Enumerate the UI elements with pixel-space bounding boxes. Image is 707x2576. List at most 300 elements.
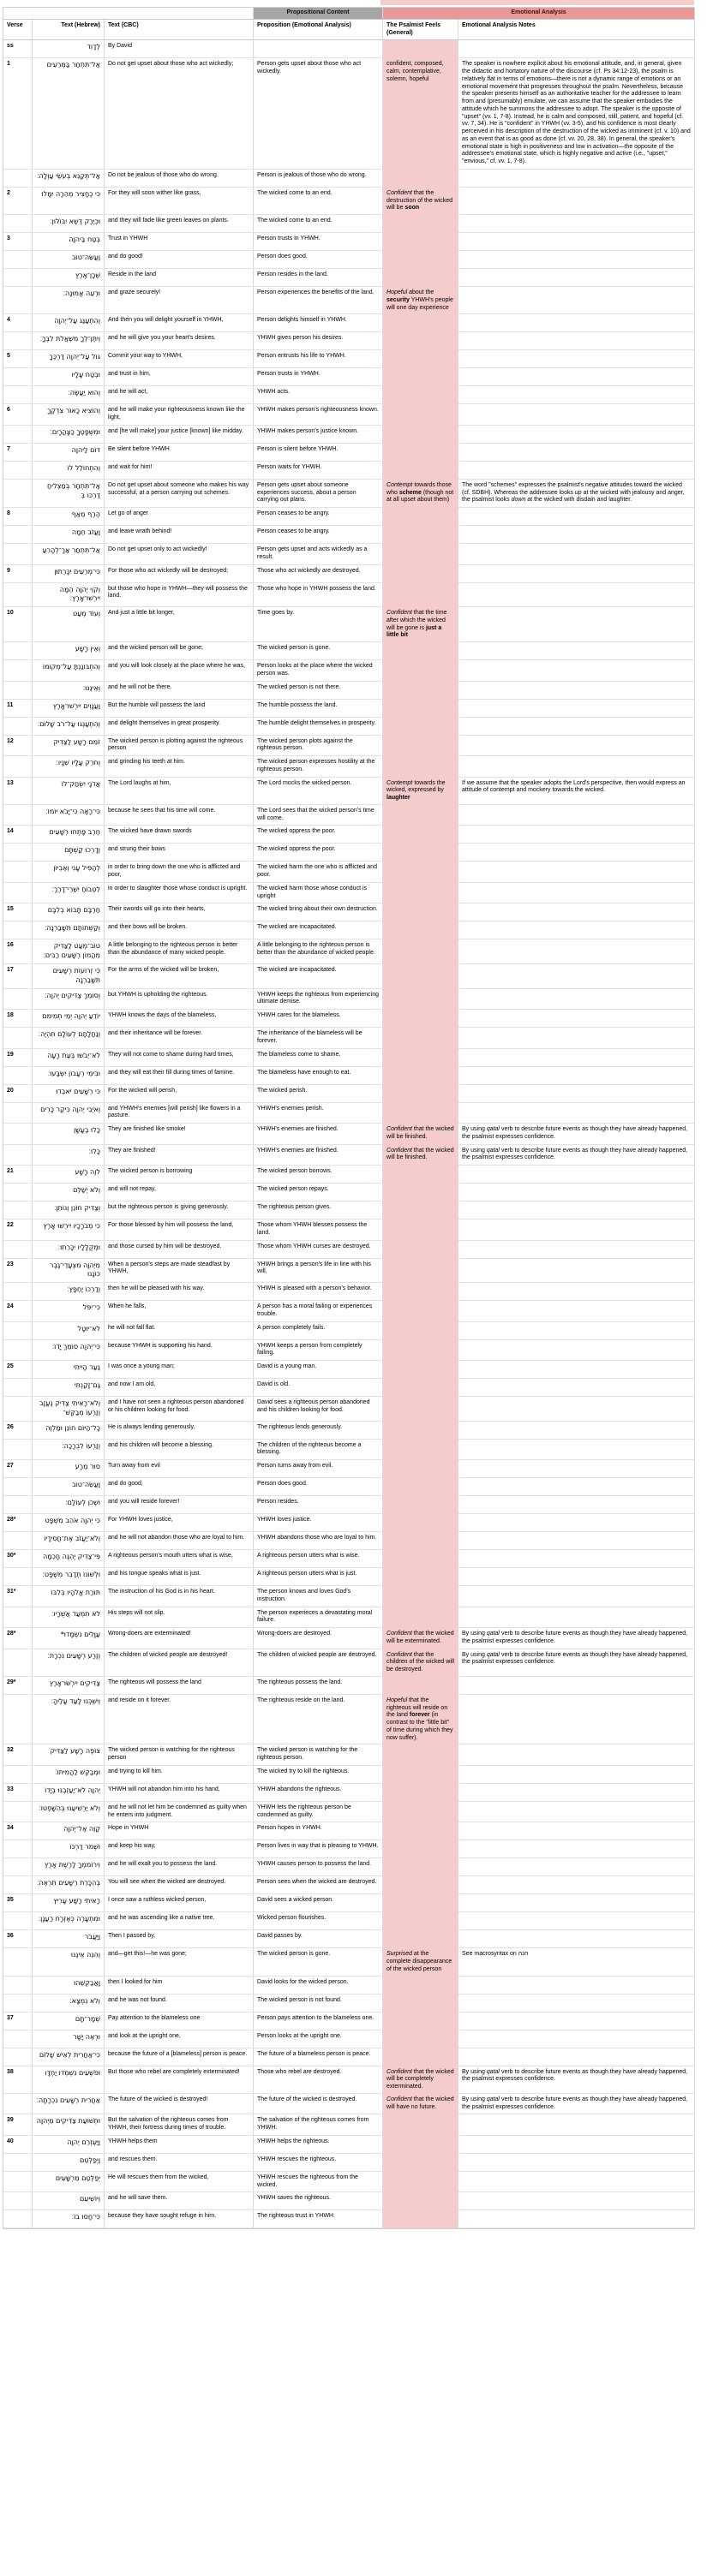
notes-cell[interactable] [458, 1422, 695, 1440]
psalmist-feels-cell[interactable] [383, 1422, 458, 1440]
psalmist-feels-cell[interactable]: Confident that the wicked will have no future. [383, 2094, 458, 2115]
hebrew-text-cell[interactable]: גַּם־זָקַנְתִּי [33, 1379, 105, 1397]
hebrew-text-cell[interactable]: וּמִשְׁפָּטֶךָ כַּצָּהֳרָיִם׃ [33, 426, 105, 444]
psalmist-feels-cell[interactable] [383, 1766, 458, 1784]
cbc-text-cell[interactable]: The future of the wicked is destroyed! [105, 2094, 254, 2115]
verse-cell[interactable] [3, 1977, 33, 1995]
proposition-cell[interactable]: YHWH gives person his desires. [254, 332, 383, 350]
notes-cell[interactable]: If we assume that the speaker adopts the Lord's perspective, then would express an attitude of contempt and mockery towards the wicked. [458, 778, 695, 805]
notes-cell[interactable] [458, 1478, 695, 1496]
hebrew-text-cell[interactable]: אַל־תִּתְחַר בַּמְּרֵעִים [33, 58, 105, 170]
proposition-cell[interactable]: YHWH's enemies are finished. [254, 1124, 383, 1145]
psalmist-feels-cell[interactable] [383, 1930, 458, 1948]
proposition-cell[interactable]: YHWH saves the righteous. [254, 2192, 383, 2210]
psalmist-feels-cell[interactable] [383, 989, 458, 1011]
notes-cell[interactable] [458, 718, 695, 736]
notes-cell[interactable] [458, 1977, 695, 1995]
notes-cell[interactable] [458, 1184, 695, 1202]
verse-cell[interactable] [3, 989, 33, 1011]
proposition-cell[interactable]: YHWH is pleased with a person's behavior. [254, 1283, 383, 1301]
verse-cell[interactable]: 22 [3, 1219, 33, 1241]
psalmist-feels-cell[interactable] [383, 2172, 458, 2193]
cbc-text-cell[interactable]: because they have sought refuge in him. [105, 2210, 254, 2228]
psalmist-feels-cell[interactable] [383, 642, 458, 660]
cbc-text-cell[interactable]: and keep his way, [105, 1840, 254, 1858]
proposition-cell[interactable]: The wicked come to an end. [254, 188, 383, 215]
proposition-cell[interactable]: David looks for the wicked person. [254, 1977, 383, 1995]
verse-cell[interactable] [3, 2154, 33, 2172]
psalmist-feels-cell[interactable] [383, 2192, 458, 2210]
notes-cell[interactable] [458, 170, 695, 188]
notes-cell[interactable] [458, 508, 695, 526]
cbc-text-cell[interactable]: and he will not abandon those who are loyal to him. [105, 1532, 254, 1550]
cbc-text-cell[interactable]: because he sees that his time will come. [105, 805, 254, 826]
hebrew-text-cell[interactable]: כִּי־חָסוּ בוֹ׃ [33, 2210, 105, 2228]
hebrew-text-cell[interactable]: מֵיְהוָה מִצְעֲדֵי־גֶבֶר כּוֹנָנוּ [33, 1259, 105, 1284]
cbc-text-cell[interactable]: and trying to kill him. [105, 1766, 254, 1784]
hebrew-text-cell[interactable]: וְיוֹשִׁיעֵם [33, 2192, 105, 2210]
verse-cell[interactable]: 9 [3, 565, 33, 583]
proposition-cell[interactable]: YHWH helps the righteous. [254, 2136, 383, 2154]
psalmist-feels-cell[interactable] [383, 544, 458, 565]
proposition-cell[interactable]: YHWH loves justice. [254, 1514, 383, 1532]
notes-cell[interactable] [458, 215, 695, 233]
cbc-text-cell[interactable]: YHWH will not abandon him into his hand, [105, 1784, 254, 1802]
verse-cell[interactable] [3, 1103, 33, 1124]
hebrew-text-cell[interactable]: וְסוֹמֵךְ צַדִּיקִים יְהוָה׃ [33, 989, 105, 1011]
verse-cell[interactable]: 31* [3, 1586, 33, 1607]
cbc-text-cell[interactable]: Be silent before YHWH [105, 444, 254, 462]
hebrew-text-cell[interactable]: וַיְפַלְּטֵם [33, 2154, 105, 2172]
proposition-cell[interactable]: David sees a righteous person abandoned and his children looking for food. [254, 1397, 383, 1422]
notes-cell[interactable] [458, 964, 695, 989]
psalmist-feels-cell[interactable] [383, 1397, 458, 1422]
cbc-text-cell[interactable]: but YHWH is upholding the righteous. [105, 989, 254, 1011]
psalmist-feels-cell[interactable] [383, 805, 458, 826]
psalmist-feels-cell[interactable] [383, 1283, 458, 1301]
cbc-text-cell[interactable]: I was once a young man; [105, 1361, 254, 1379]
notes-cell[interactable] [458, 989, 695, 1011]
proposition-cell[interactable]: The righteous trust in YHWH. [254, 2210, 383, 2228]
hebrew-text-cell[interactable]: כִּי־מְרֵעִים יִכָּרֵתוּן [33, 565, 105, 583]
cbc-text-cell[interactable]: but those who hope in YHWH—they will possess the land. [105, 583, 254, 608]
cbc-text-cell[interactable]: and he will save them. [105, 2192, 254, 2210]
psalmist-feels-cell[interactable] [383, 170, 458, 188]
hebrew-text-cell[interactable]: וּשְׁכֹן לְעוֹלָם׃ [33, 1496, 105, 1514]
hebrew-text-cell[interactable]: לִטְבוֹחַ יִשְׁרֵי־דָרֶךְ׃ [33, 883, 105, 904]
hebrew-text-cell[interactable]: יְפַלְּטֵם מֵרְשָׁעִים [33, 2172, 105, 2193]
notes-cell[interactable] [458, 1822, 695, 1840]
notes-cell[interactable] [458, 1930, 695, 1948]
proposition-cell[interactable]: Person is jealous of those who do wrong. [254, 170, 383, 188]
psalmist-feels-cell[interactable] [383, 1995, 458, 2012]
psalmist-feels-cell[interactable]: Contempt towards those who scheme (though not at all upset about them) [383, 480, 458, 508]
hebrew-text-cell[interactable]: יְהוָה לֹא־יַעַזְבֶנּוּ בְיָדוֹ [33, 1784, 105, 1802]
hebrew-text-cell[interactable]: גּוֹל עַל־יְהוָה דַּרְכֶּךָ [33, 350, 105, 368]
cbc-text-cell[interactable]: The children of wicked people are destroyed! [105, 1649, 254, 1677]
proposition-cell[interactable]: YHWH cares for the blameless. [254, 1010, 383, 1028]
psalmist-feels-cell[interactable] [383, 1440, 458, 1461]
hebrew-text-cell[interactable]: וְאֵינֶנּוּ׃ [33, 682, 105, 700]
hebrew-text-cell[interactable]: וְיִתֶּן־לְךָ מִשְׁאֲלֹת לִבֶּךָ׃ [33, 332, 105, 350]
notes-cell[interactable] [458, 1802, 695, 1823]
verse-cell[interactable] [3, 1876, 33, 1894]
proposition-cell[interactable]: YHWH abandons the righteous. [254, 1784, 383, 1802]
proposition-cell[interactable]: The future of a blameless person is peace. [254, 2048, 383, 2066]
proposition-cell[interactable]: Person trusts in YHWH. [254, 233, 383, 251]
proposition-cell[interactable]: David is a young man. [254, 1361, 383, 1379]
cbc-text-cell[interactable]: For the arms of the wicked will be broken, [105, 964, 254, 989]
cbc-text-cell[interactable]: and he will not be there. [105, 682, 254, 700]
proposition-cell[interactable]: Person turns away from evil. [254, 1460, 383, 1478]
notes-cell[interactable] [458, 642, 695, 660]
psalmist-feels-cell[interactable] [383, 2048, 458, 2066]
verse-cell[interactable]: 4 [3, 314, 33, 332]
notes-cell[interactable]: The word "schemes" expresses the psalmist's negative attitudes toward the wicked (cf. SDBH). Whereas the addressee looks up at the wicked with jealousy and anger, the psalmist looks down at the wicked with disdain and laughter. [458, 480, 695, 508]
proposition-cell[interactable]: The humble delight themselves in prosperity. [254, 718, 383, 736]
cbc-text-cell[interactable]: He will rescues them from the wicked, [105, 2172, 254, 2193]
cbc-text-cell[interactable]: Their swords will go into their hearts, [105, 903, 254, 921]
notes-cell[interactable] [458, 1301, 695, 1322]
hebrew-text-cell[interactable]: סוּר מֵרָע [33, 1460, 105, 1478]
hebrew-text-cell[interactable]: לֹא תִמְעַד אֲשֻׁרָיו׃ [33, 1607, 105, 1629]
verse-cell[interactable] [3, 1397, 33, 1422]
verse-cell[interactable] [3, 462, 33, 480]
notes-cell[interactable] [458, 1677, 695, 1695]
hebrew-text-cell[interactable]: טוֹב־מְעַט לַצַּדִּיק מֵהֲמוֹן רְשָׁעִים רַבִּים׃ [33, 939, 105, 964]
proposition-cell[interactable]: YHWH rescues the righteous. [254, 2154, 383, 2172]
verse-cell[interactable] [3, 1766, 33, 1784]
verse-cell[interactable] [3, 1912, 33, 1930]
psalmist-feels-cell[interactable]: Hopeful that the righteous will reside on the land forever (in contrast to the "little bit" of time during which they now suffer). [383, 1695, 458, 1745]
notes-cell[interactable] [458, 1166, 695, 1184]
verse-cell[interactable]: 18 [3, 1010, 33, 1028]
notes-cell[interactable] [458, 2012, 695, 2030]
proposition-cell[interactable]: YHWH rescues the righteous from the wicked. [254, 2172, 383, 2193]
hebrew-text-cell[interactable]: תּוֹרַת אֱלֹהָיו בְּלִבּוֹ [33, 1586, 105, 1607]
psalmist-feels-cell[interactable] [383, 1744, 458, 1766]
proposition-cell[interactable]: The Lord mocks the wicked person. [254, 778, 383, 805]
verse-cell[interactable] [3, 1496, 33, 1514]
proposition-cell[interactable]: The children of the righteous become a blessing. [254, 1440, 383, 1461]
verse-cell[interactable] [3, 1283, 33, 1301]
proposition-cell[interactable]: Person does good. [254, 251, 383, 269]
verse-cell[interactable] [3, 1241, 33, 1259]
cbc-text-cell[interactable]: and you will reside forever! [105, 1496, 254, 1514]
proposition-cell[interactable]: Person sees when the wicked are destroyed. [254, 1876, 383, 1894]
proposition-cell[interactable]: Person delights himself in YHWH. [254, 314, 383, 332]
proposition-cell[interactable]: The humble possess the land. [254, 700, 383, 718]
cbc-text-cell[interactable]: And just a little bit longer, [105, 607, 254, 642]
cbc-text-cell[interactable]: and he will act, [105, 386, 254, 404]
verse-cell[interactable]: 19 [3, 1049, 33, 1067]
hebrew-text-cell[interactable]: וְנַחֲלָתָם לְעוֹלָם תִּהְיֶה׃ [33, 1028, 105, 1049]
psalmist-feels-cell[interactable]: Confident that the wicked will be finished. [383, 1124, 458, 1145]
proposition-cell[interactable]: Time goes by. [254, 607, 383, 642]
proposition-cell[interactable]: The wicked person is watching for the righteous person. [254, 1744, 383, 1766]
proposition-cell[interactable]: The Lord sees that the wicked person's time will come. [254, 805, 383, 826]
verse-cell[interactable] [3, 1124, 33, 1145]
verse-cell[interactable]: 20 [3, 1085, 33, 1103]
hebrew-text-cell[interactable]: וְהִתְעַנַּג עַל־יְהוָה [33, 314, 105, 332]
cbc-text-cell[interactable]: Do not get upset about those who act wickedly; [105, 58, 254, 170]
hebrew-text-cell[interactable]: כִּי־רָאָה כִּי־יָבֹא יוֹמוֹ׃ [33, 805, 105, 826]
hebrew-text-cell[interactable]: וַעֲשֵׂה־טוֹב [33, 1478, 105, 1496]
hebrew-text-cell[interactable]: וְצַדִּיק חוֹנֵן וְנוֹתֵן׃ [33, 1202, 105, 1219]
proposition-cell[interactable]: Person waits for YHWH. [254, 462, 383, 480]
hebrew-text-cell[interactable]: כָּל־הַיּוֹם חוֹנֵן וּמַלְוֶה [33, 1422, 105, 1440]
cbc-text-cell[interactable]: and the wicked person will be gone; [105, 642, 254, 660]
hebrew-text-cell[interactable]: וְלֹא יַרְשִׁיעֶנּוּ בְּהִשָּׁפְטוֹ׃ [33, 1802, 105, 1823]
cbc-text-cell[interactable]: And then you will delight yourself in YHWH, [105, 314, 254, 332]
notes-cell[interactable] [458, 233, 695, 251]
verse-cell[interactable] [3, 2172, 33, 2193]
proposition-cell[interactable]: Person hopes in YHWH. [254, 1822, 383, 1840]
proposition-cell[interactable]: Person ceases to be angry. [254, 526, 383, 544]
proposition-cell[interactable]: The righteous person gives. [254, 1202, 383, 1219]
cbc-text-cell[interactable]: For they will soon wither like grass, [105, 188, 254, 215]
notes-cell[interactable]: See macrosyntax on הנה [458, 1948, 695, 1976]
cbc-text-cell[interactable]: because the future of a [blameless] person is peace. [105, 2048, 254, 2066]
notes-cell[interactable] [458, 1894, 695, 1912]
verse-cell[interactable]: 27 [3, 1460, 33, 1478]
psalmist-feels-cell[interactable] [383, 1067, 458, 1085]
verse-cell[interactable] [3, 1695, 33, 1745]
hebrew-text-cell[interactable]: כִּי זְרוֹעוֹת רְשָׁעִים תִּשָּׁבַרְנָה [33, 964, 105, 989]
notes-cell[interactable] [458, 386, 695, 404]
notes-cell[interactable] [458, 1568, 695, 1586]
hebrew-text-cell[interactable]: וְאֵין רָשָׁע [33, 642, 105, 660]
cbc-text-cell[interactable]: They will not come to shame during hard times, [105, 1049, 254, 1067]
verse-cell[interactable]: 21 [3, 1166, 33, 1184]
verse-cell[interactable]: 36 [3, 1930, 33, 1948]
hebrew-text-cell[interactable]: וְהוֹצִיא כָאוֹר צִדְקֶךָ [33, 404, 105, 426]
cbc-text-cell[interactable]: The Lord laughs at him, [105, 778, 254, 805]
verse-cell[interactable] [3, 583, 33, 608]
hebrew-text-cell[interactable]: וּבִימֵי רְעָבוֹן יִשְׂבָּעוּ׃ [33, 1067, 105, 1085]
cbc-text-cell[interactable]: Hope in YHWH [105, 1822, 254, 1840]
hebrew-text-cell[interactable]: פִּי־צַדִּיק יֶהְגֶּה חָכְמָה [33, 1550, 105, 1568]
proposition-cell[interactable]: The wicked person plots against the righteous person. [254, 736, 383, 757]
psalmist-feels-cell[interactable] [383, 215, 458, 233]
notes-cell[interactable]: By using qatal verb to describe future events as though they have already happened, the psalmist expresses confidence. [458, 2066, 695, 2094]
verse-cell[interactable]: 16 [3, 939, 33, 964]
hebrew-text-cell[interactable]: וְהוּא יַעֲשֶׂה׃ [33, 386, 105, 404]
cbc-text-cell[interactable]: in order to slaughter those whose conduct is upright. [105, 883, 254, 904]
notes-cell[interactable] [458, 1085, 695, 1103]
verse-cell[interactable]: 7 [3, 444, 33, 462]
verse-cell[interactable] [3, 862, 33, 883]
hebrew-text-cell[interactable]: וְזַרְעוֹ לִבְרָכָה׃ [33, 1440, 105, 1461]
verse-cell[interactable] [3, 1995, 33, 2012]
notes-cell[interactable]: By using qatal verb to describe future events as though they have already happened, the psalmist expresses confidence. [458, 1145, 695, 1166]
verse-cell[interactable] [3, 1379, 33, 1397]
verse-cell[interactable]: 12 [3, 736, 33, 757]
notes-cell[interactable] [458, 1460, 695, 1478]
hebrew-text-cell[interactable]: וְעוֹד מְעַט [33, 607, 105, 642]
hebrew-text-cell[interactable]: וּכְיֶרֶק דֶּשֶׁא יִבּוֹלוּן׃ [33, 215, 105, 233]
hebrew-text-cell[interactable]: וִירוֹמִמְךָ לָרֶשֶׁת אָרֶץ [33, 1858, 105, 1876]
cbc-text-cell[interactable]: and those cursed by him will be destroyed. [105, 1241, 254, 1259]
proposition-cell[interactable]: The inheritance of the blameless will be forever. [254, 1028, 383, 1049]
cbc-text-cell[interactable]: His steps will not slip. [105, 1607, 254, 1629]
notes-cell[interactable] [458, 332, 695, 350]
notes-cell[interactable] [458, 462, 695, 480]
proposition-cell[interactable]: The wicked person expresses hostility at the righteous person. [254, 756, 383, 778]
psalmist-feels-cell[interactable] [383, 921, 458, 939]
psalmist-feels-cell[interactable]: Confident that the wicked will be completely exterminated. [383, 2066, 458, 2094]
psalmist-feels-cell[interactable] [383, 1010, 458, 1028]
notes-cell[interactable] [458, 1550, 695, 1568]
verse-cell[interactable] [3, 170, 33, 188]
cbc-text-cell[interactable]: because YHWH is supporting his hand. [105, 1340, 254, 1362]
verse-cell[interactable]: 10 [3, 607, 33, 642]
notes-cell[interactable] [458, 1049, 695, 1067]
cbc-text-cell[interactable]: The wicked person is plotting against the righteous person [105, 736, 254, 757]
hebrew-text-cell[interactable]: וַעֲנָוִים יִירְשׁוּ־אָרֶץ [33, 700, 105, 718]
psalmist-feels-cell[interactable] [383, 1379, 458, 1397]
hebrew-text-cell[interactable]: וְלֹא־רָאִיתִי צַדִּיק נֶעֱזָב וְזַרְעוֹ מְבַקֶּשׁ־ [33, 1397, 105, 1422]
psalmist-feels-cell[interactable] [383, 883, 458, 904]
cbc-text-cell[interactable]: and do good! [105, 251, 254, 269]
hebrew-text-cell[interactable]: וְהִנֵּה אֵינֶנּוּ [33, 1948, 105, 1976]
hebrew-text-cell[interactable]: אַל־תְּקַנֵּא בְּעֹשֵׂי עַוְלָה׃ [33, 170, 105, 188]
proposition-cell[interactable]: The wicked oppress the poor. [254, 826, 383, 844]
hebrew-text-cell[interactable]: וְדָרְכוּ קַשְׁתָּם [33, 844, 105, 862]
psalmist-feels-cell[interactable] [383, 1361, 458, 1379]
psalmist-feels-cell[interactable] [383, 526, 458, 544]
notes-cell[interactable] [458, 844, 695, 862]
proposition-cell[interactable]: Person looks at the upright one. [254, 2030, 383, 2048]
psalmist-feels-cell[interactable] [383, 1184, 458, 1202]
proposition-cell[interactable]: Those who hope in YHWH possess the land. [254, 583, 383, 608]
hebrew-text-cell[interactable]: חֶרֶב פָּתְחוּ רְשָׁעִים [33, 826, 105, 844]
notes-cell[interactable] [458, 1322, 695, 1340]
notes-cell[interactable] [458, 883, 695, 904]
psalmist-feels-cell[interactable] [383, 1166, 458, 1184]
notes-cell[interactable] [458, 1397, 695, 1422]
notes-cell[interactable] [458, 1259, 695, 1284]
cbc-text-cell[interactable]: The wicked person is borrowing [105, 1166, 254, 1184]
verse-cell[interactable]: 32 [3, 1744, 33, 1766]
notes-cell[interactable] [458, 903, 695, 921]
verse-cell[interactable]: 38 [3, 2066, 33, 2094]
notes-cell[interactable] [458, 660, 695, 682]
notes-cell[interactable] [458, 1695, 695, 1745]
cbc-text-cell[interactable]: and wait for him! [105, 462, 254, 480]
verse-cell[interactable] [3, 1202, 33, 1219]
psalmist-feels-cell[interactable] [383, 1219, 458, 1241]
psalmist-feels-cell[interactable] [383, 736, 458, 757]
notes-cell[interactable] [458, 269, 695, 287]
psalmist-feels-cell[interactable] [383, 1322, 458, 1340]
verse-cell[interactable] [3, 1478, 33, 1496]
hebrew-text-cell[interactable]: שְׁמָר־תָּם [33, 2012, 105, 2030]
psalmist-feels-cell[interactable] [383, 1103, 458, 1124]
cbc-text-cell[interactable]: The wicked person is watching for the righteous person [105, 1744, 254, 1766]
notes-cell[interactable] [458, 40, 695, 58]
psalmist-feels-cell[interactable] [383, 2136, 458, 2154]
psalmist-feels-cell[interactable]: Confident that the destruction of the wicked will be soon [383, 188, 458, 215]
cbc-text-cell[interactable]: They are finished! [105, 1145, 254, 1166]
notes-cell[interactable] [458, 1766, 695, 1784]
proposition-cell[interactable]: The person experieces a devastating moral failure. [254, 1607, 383, 1629]
cbc-text-cell[interactable]: and he will exalt you to possess the land. [105, 1858, 254, 1876]
cbc-text-cell[interactable]: Do not get upset only to act wickedly! [105, 544, 254, 565]
notes-cell[interactable] [458, 1784, 695, 1802]
psalmist-feels-cell[interactable] [383, 462, 458, 480]
psalmist-feels-cell[interactable] [383, 1478, 458, 1496]
notes-cell[interactable] [458, 444, 695, 462]
hebrew-text-cell[interactable]: לֹא־יוּטָל [33, 1322, 105, 1340]
notes-cell[interactable] [458, 544, 695, 565]
verse-cell[interactable]: 37 [3, 2012, 33, 2030]
hebrew-text-cell[interactable]: וָאֲבַקְשֵׁהוּ [33, 1977, 105, 1995]
cbc-text-cell[interactable]: A little belonging to the righteous person is better than the abundance of many wicked people. [105, 939, 254, 964]
proposition-cell[interactable]: YHWH makes person's justice known. [254, 426, 383, 444]
cbc-text-cell[interactable]: The wicked have drawn swords [105, 826, 254, 844]
psalmist-feels-cell[interactable] [383, 1301, 458, 1322]
hebrew-text-cell[interactable]: קַוֵּה אֶל־יְהוָה [33, 1822, 105, 1840]
cbc-text-cell[interactable]: A righteous person's mouth utters what is wise, [105, 1550, 254, 1568]
cbc-text-cell[interactable]: and do good, [105, 1478, 254, 1496]
notes-cell[interactable] [458, 1340, 695, 1362]
verse-cell[interactable]: 29* [3, 1677, 33, 1695]
psalmist-feels-cell[interactable] [383, 862, 458, 883]
verse-cell[interactable] [3, 1607, 33, 1629]
verse-cell[interactable]: 3 [3, 233, 33, 251]
proposition-cell[interactable]: The wicked person is gone. [254, 1948, 383, 1976]
notes-cell[interactable]: By using qatal verb to describe future events as though they have already happened, the psalmist expresses confidence. [458, 1124, 695, 1145]
verse-cell[interactable] [3, 287, 33, 314]
proposition-cell[interactable]: A person completely fails. [254, 1322, 383, 1340]
notes-cell[interactable] [458, 1379, 695, 1397]
proposition-cell[interactable]: YHWH causes person to possess the land. [254, 1858, 383, 1876]
verse-cell[interactable]: 23 [3, 1259, 33, 1284]
proposition-cell[interactable]: David passes by. [254, 1930, 383, 1948]
verse-cell[interactable]: 35 [3, 1894, 33, 1912]
proposition-cell[interactable]: Those who rebel are destroyed. [254, 2066, 383, 2094]
proposition-cell[interactable]: YHWH keeps a person from completely failing. [254, 1340, 383, 1362]
cbc-text-cell[interactable]: and they will eat their fill during times of famine. [105, 1067, 254, 1085]
cbc-text-cell[interactable]: Trust in YHWH [105, 233, 254, 251]
psalmist-feels-cell[interactable] [383, 1912, 458, 1930]
cbc-text-cell[interactable]: Then I passed by, [105, 1930, 254, 1948]
verse-cell[interactable] [3, 1532, 33, 1550]
verse-cell[interactable] [3, 368, 33, 386]
cbc-text-cell[interactable]: and [he will make] your justice [known] like midday. [105, 426, 254, 444]
proposition-cell[interactable]: YHWH's enemies perish. [254, 1103, 383, 1124]
hebrew-text-cell[interactable]: וּבְטַח עָלָיו [33, 368, 105, 386]
proposition-cell[interactable]: YHWH abandons those who are loyal to him. [254, 1532, 383, 1550]
notes-cell[interactable] [458, 921, 695, 939]
hebrew-text-cell[interactable]: וּלְשׁוֹנוֹ תְּדַבֵּר מִשְׁפָּט׃ [33, 1568, 105, 1586]
verse-cell[interactable]: 40 [3, 2136, 33, 2154]
proposition-cell[interactable]: The wicked person repays. [254, 1184, 383, 1202]
proposition-cell[interactable]: The wicked harm the one who is afflicted and poor. [254, 862, 383, 883]
verse-cell[interactable]: 6 [3, 404, 33, 426]
hebrew-text-cell[interactable]: בְּהִכָּרֵת רְשָׁעִים תִּרְאֶה׃ [33, 1876, 105, 1894]
notes-cell[interactable] [458, 1912, 695, 1930]
verse-cell[interactable] [3, 1802, 33, 1823]
psalmist-feels-cell[interactable] [383, 2030, 458, 2048]
psalmist-feels-cell[interactable] [383, 1840, 458, 1858]
verse-cell[interactable]: 25 [3, 1361, 33, 1379]
notes-cell[interactable] [458, 1361, 695, 1379]
proposition-cell[interactable]: YHWH keeps the righteous from experiencing ultimate demise. [254, 989, 383, 1011]
hebrew-text-cell[interactable]: וְיִשְׁכְּנוּ לָעַד עָלֶיהָ׃ [33, 1695, 105, 1745]
psalmist-feels-cell[interactable] [383, 508, 458, 526]
